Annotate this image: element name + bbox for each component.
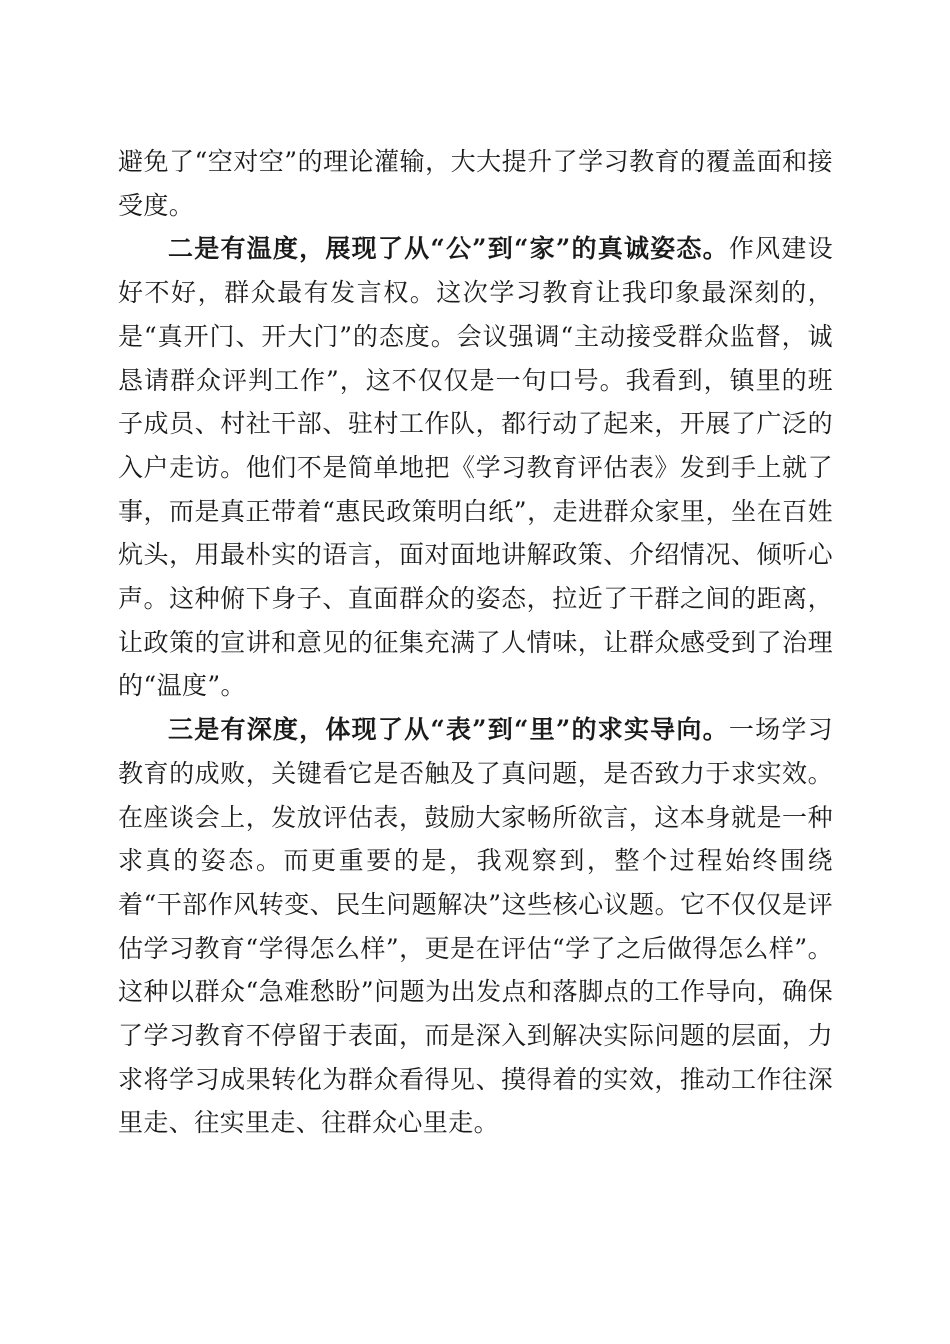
paragraph-continuation: [118, 140, 833, 227]
paragraph-depth: [118, 708, 833, 1145]
paragraph-lead-heading: 三是有深度，体现了从“表”到“里”的求实导向。: [168, 715, 729, 745]
paragraph-temperature: [118, 227, 833, 708]
paragraph-text: 一场学习教育的成败，关键看它是否触及了真问题，是否致力于求实效。在座谈会上，发放评估表，鼓励大家畅所欲言，这本身就是一种求真的姿态。而更重要的是，我观察到，整个过程始终围绕着“干部作风转变、民生问题解决”这些核心议题。它不仅仅是评估学习教育“学得怎么样”，更是在评估“学了之后做得怎么样”。这种以群众“急难愁盼”问题为出发点和落脚点的工作导向，确保了学习教育不停留于表面，而是深入到解决实际问题的层面，力求将学习成果转化为群众看得见、摸得着的实效，推动工作往深里走、往实里走、往群众心里走。: [118, 715, 833, 1138]
paragraph-text: 避免了“空对空”的理论灌输，大大提升了学习教育的覆盖面和接受度。: [118, 147, 833, 220]
paragraph-text: 作风建设好不好，群众最有发言权。这次学习教育让我印象最深刻的，是“真开门、开大门”的态度。会议强调“主动接受群众监督，诚恳请群众评判工作”，这不仅仅是一句口号。我看到，镇里的班子成员、村社干部、驻村工作队，都行动了起来，开展了广泛的入户走访。他们不是简单地把《学习教育评估表》发到手上就了事，而是真正带着“惠民政策明白纸”，走进群众家里，坐在百姓炕头，用最朴实的语言，面对面地讲解政策、介绍情况、倾听心声。这种俯下身子、直面群众的姿态，拉近了干群之间的距离，让政策的宣讲和意见的征集充满了人情味，让群众感受到了治理的“温度”。: [118, 234, 833, 701]
paragraph-lead-heading: 二是有温度，展现了从“公”到“家”的真诚姿态。: [168, 234, 729, 264]
document-body: [118, 140, 833, 1145]
